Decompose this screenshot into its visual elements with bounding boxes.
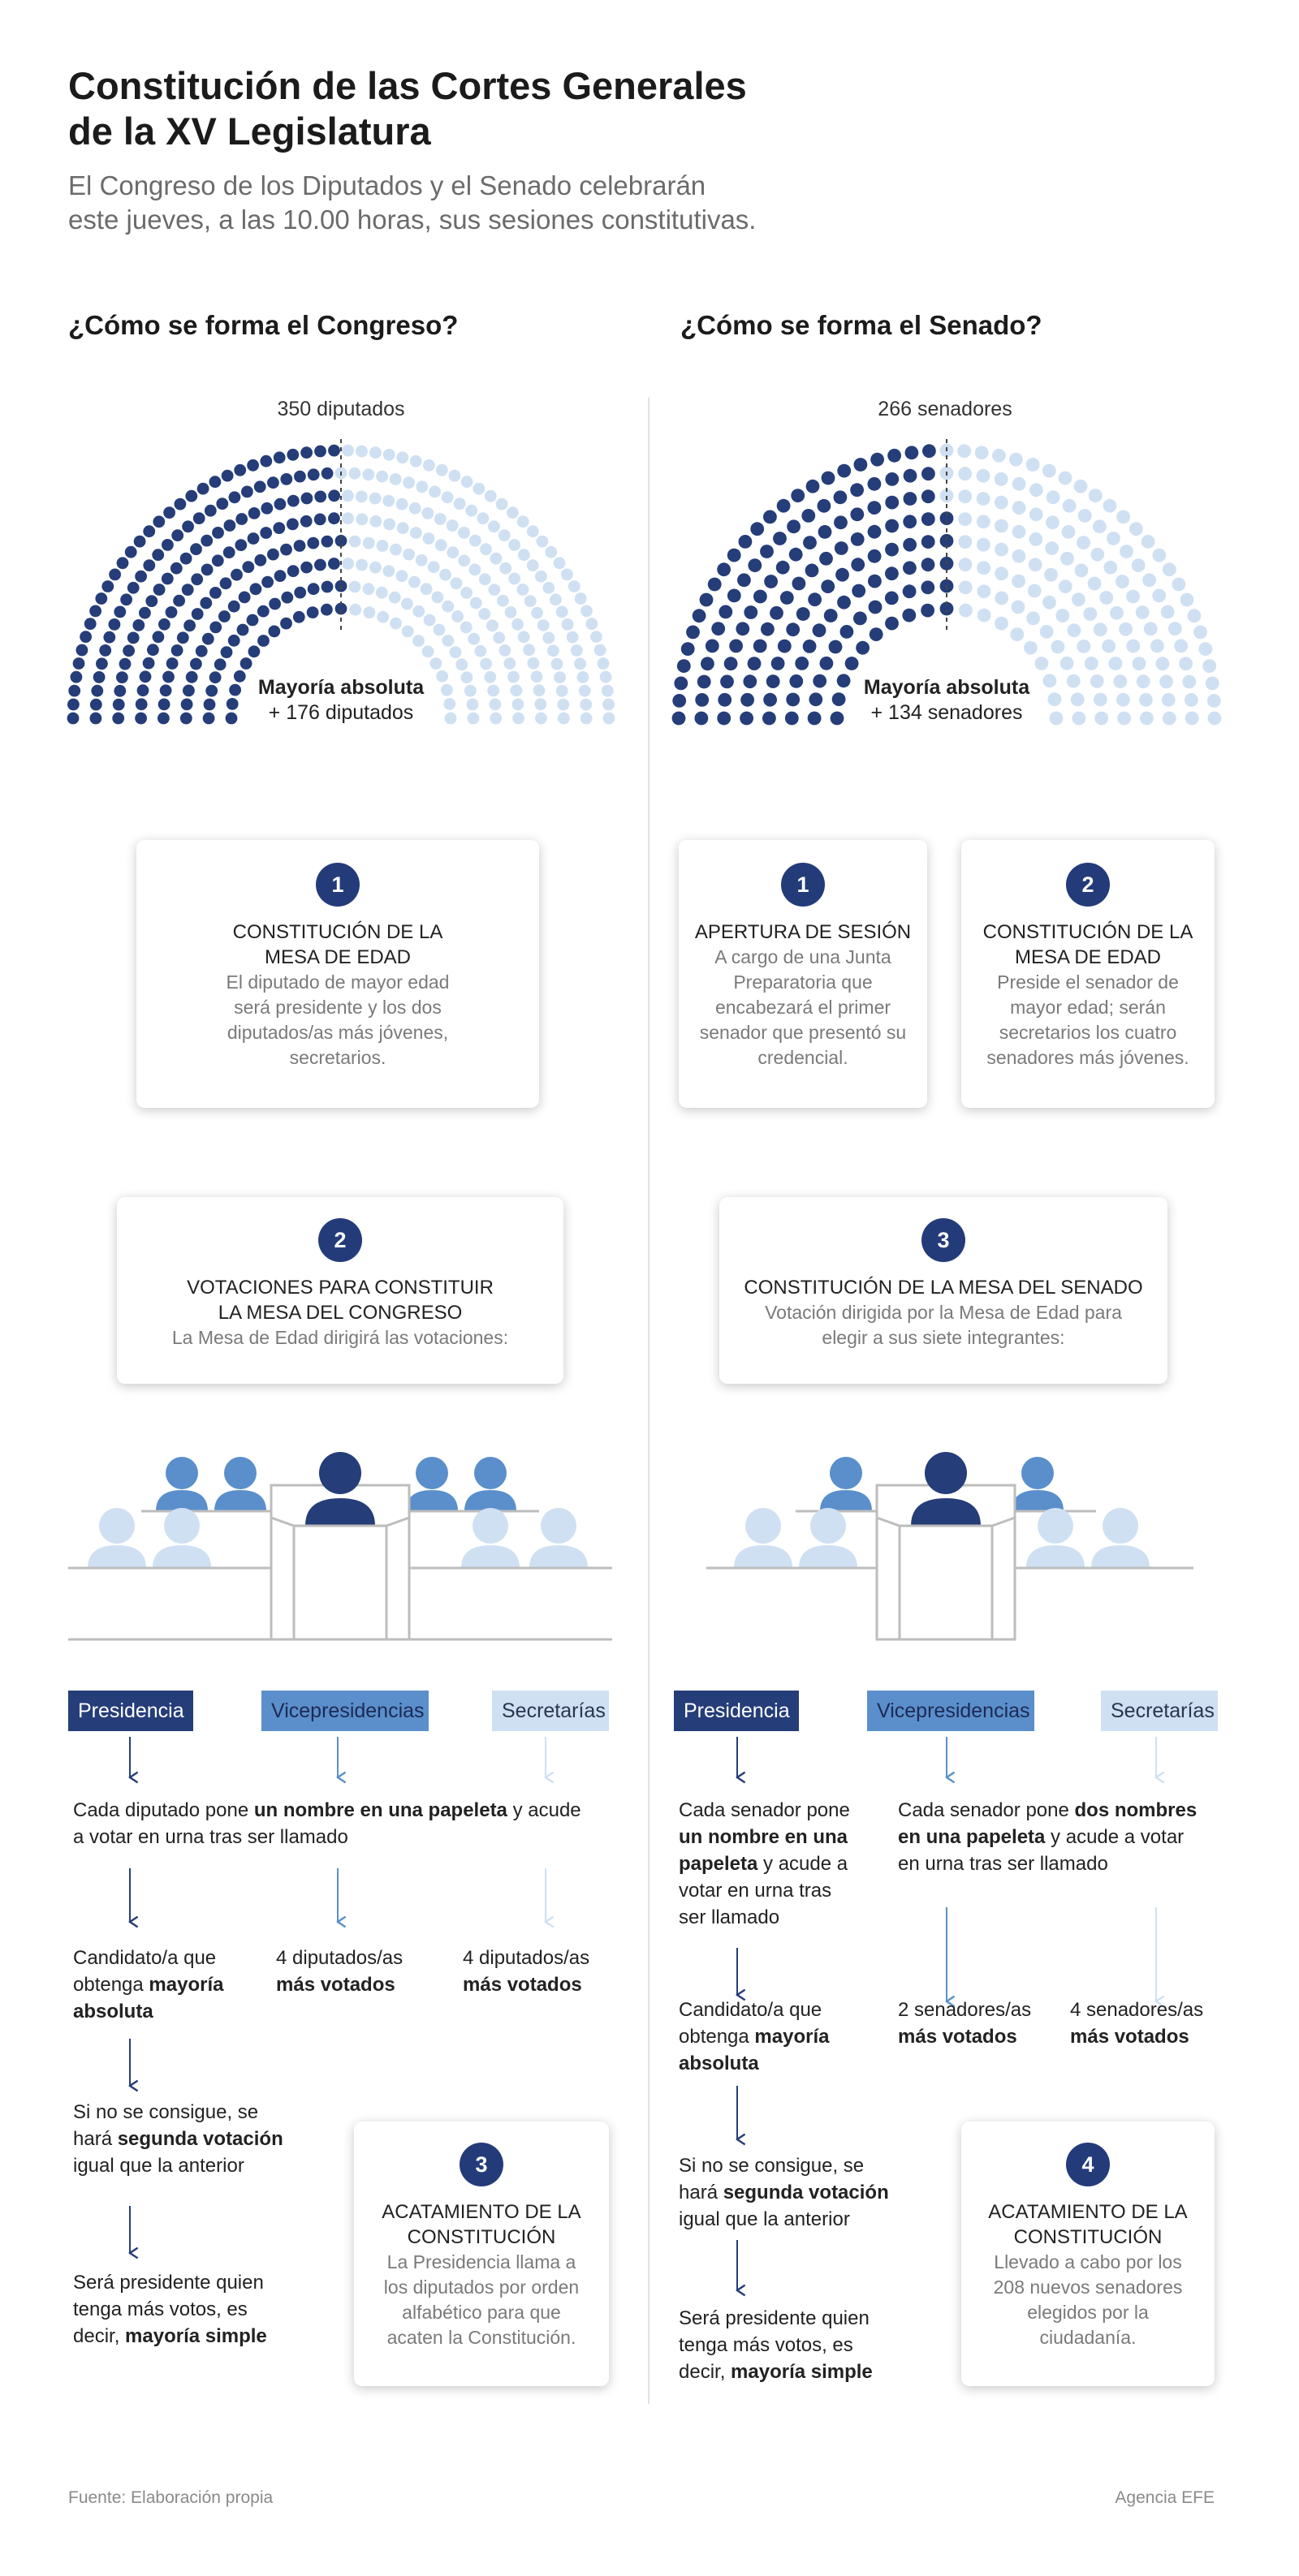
source-note: Fuente: Elaboración propia — [68, 2488, 274, 2507]
congreso-heading: ¿Cómo se forma el Congreso? — [68, 310, 459, 340]
card-title: VOTACIONES PARA CONSTITUIR LA MESA DEL CONGRESO — [187, 1277, 494, 1324]
card-title: CONSTITUCIÓN DE LA MESA DE EDAD — [232, 921, 443, 968]
congreso-step3-card — [354, 2122, 609, 2386]
card-body: La Presidencia llama a los diputados por orden alfabético para que acaten la Constitución. — [383, 2251, 580, 2348]
tag-vicepresidencias: Vicepresidencias — [867, 1691, 1034, 1731]
senado-seats-label: 266 senadores — [878, 398, 1012, 420]
senado-step4-card — [961, 2122, 1215, 2386]
senado-vice-rule: 2 senadores/as más votados — [898, 1999, 1032, 2048]
senado-mesa-vote-instruction: Cada senador pone dos nombres en una papeleta y acude a votar en urna tras ser llamado — [898, 1799, 1198, 1875]
card-title: ACATAMIENTO DE LA CONSTITUCIÓN — [382, 2201, 581, 2248]
step-number-badge: 3 — [921, 1218, 965, 1262]
step-number-badge: 4 — [1066, 2143, 1110, 2186]
senado-second-vote: Si no se consigue, se hará segunda votación igual que la anterior — [679, 2155, 889, 2230]
card-body: Preside el senador de mayor edad; serán secretarios los cuatro senadores más jóvenes. — [986, 971, 1189, 1068]
card-title: APERTURA DE SESIÓN — [694, 921, 912, 943]
card-body: La Mesa de Edad dirigirá las votaciones: — [171, 1327, 509, 1348]
card-title: ACATAMIENTO DE LA CONSTITUCIÓN — [988, 2201, 1188, 2248]
senado-majority: Mayoría absoluta + 134 senadores — [863, 676, 1030, 724]
congreso-vote-instruction: Cada diputado pone un nombre en una papeleta y acude a votar en urna tras ser llamado — [73, 1799, 581, 1848]
step-number-badge: 2 — [1066, 863, 1110, 907]
congreso-majority: Mayoría absoluta + 176 diputados — [257, 676, 425, 724]
card-title: CONSTITUCIÓN DE LA MESA DEL SENADO — [744, 1277, 1143, 1299]
tag-secretarias: Secretarías — [1101, 1691, 1218, 1731]
senado-sec-rule: 4 senadores/as más votados — [1070, 1999, 1204, 2048]
step-number-badge: 1 — [781, 863, 825, 907]
congreso-candidate-rule: Candidato/a que obtenga mayoría absoluta — [73, 1947, 224, 2022]
tag-presidencia: Presidencia — [68, 1691, 193, 1731]
card-body: Votación dirigida por la Mesa de Edad para elegir a sus siete integrantes: — [765, 1302, 1122, 1348]
congreso-final-rule: Será presidente quien tenga más votos, es decir, mayoría simple — [73, 2272, 267, 2347]
page-subtitle: El Congreso de los Diputados y el Senado celebrarán este jueves, a las 10.00 horas, sus sesiones constitutivas. — [68, 170, 757, 235]
agency-credit: Agencia EFE — [1115, 2488, 1215, 2507]
senado-president-vote-instruction: Cada senador pone un nombre en una papeleta y acude a votar en urna tras ser llamado — [679, 1799, 850, 1928]
card-body: El diputado de mayor edad será presidente y los dos diputados/as más jóvenes, secretarios. — [226, 971, 450, 1068]
congreso-seats-label: 350 diputados — [277, 398, 405, 420]
tag-presidencia: Presidencia — [674, 1691, 799, 1731]
senado-heading: ¿Cómo se forma el Senado? — [680, 310, 1042, 340]
step-number-badge: 3 — [460, 2143, 503, 2186]
congreso-sec-rule: 4 diputados/as más votados — [463, 1947, 590, 1996]
step-number-badge: 2 — [318, 1218, 362, 1262]
step-number-badge: 1 — [316, 863, 360, 907]
tag-vicepresidencias: Vicepresidencias — [261, 1691, 429, 1731]
congreso-vice-rule: 4 diputados/as más votados — [276, 1947, 404, 1996]
card-body: Llevado a cabo por los 208 nuevos senadores elegidos por la ciudadanía. — [993, 2251, 1183, 2348]
congreso-second-vote: Si no se consigue, se hará segunda votación igual que la anterior — [73, 2101, 283, 2177]
senado-final-rule: Será presidente quien tenga más votos, es decir, mayoría simple — [679, 2307, 873, 2383]
tag-secretarias: Secretarías — [492, 1691, 609, 1731]
card-body: A cargo de una Junta Preparatoria que encabezará el primer senador que presentó su credencial. — [699, 946, 907, 1068]
page-title: Constitución de las Cortes Generales de la XV Legislatura — [68, 64, 747, 153]
card-title: CONSTITUCIÓN DE LA MESA DE EDAD — [982, 921, 1193, 968]
senado-candidate-rule: Candidato/a que obtenga mayoría absoluta — [679, 1999, 830, 2074]
